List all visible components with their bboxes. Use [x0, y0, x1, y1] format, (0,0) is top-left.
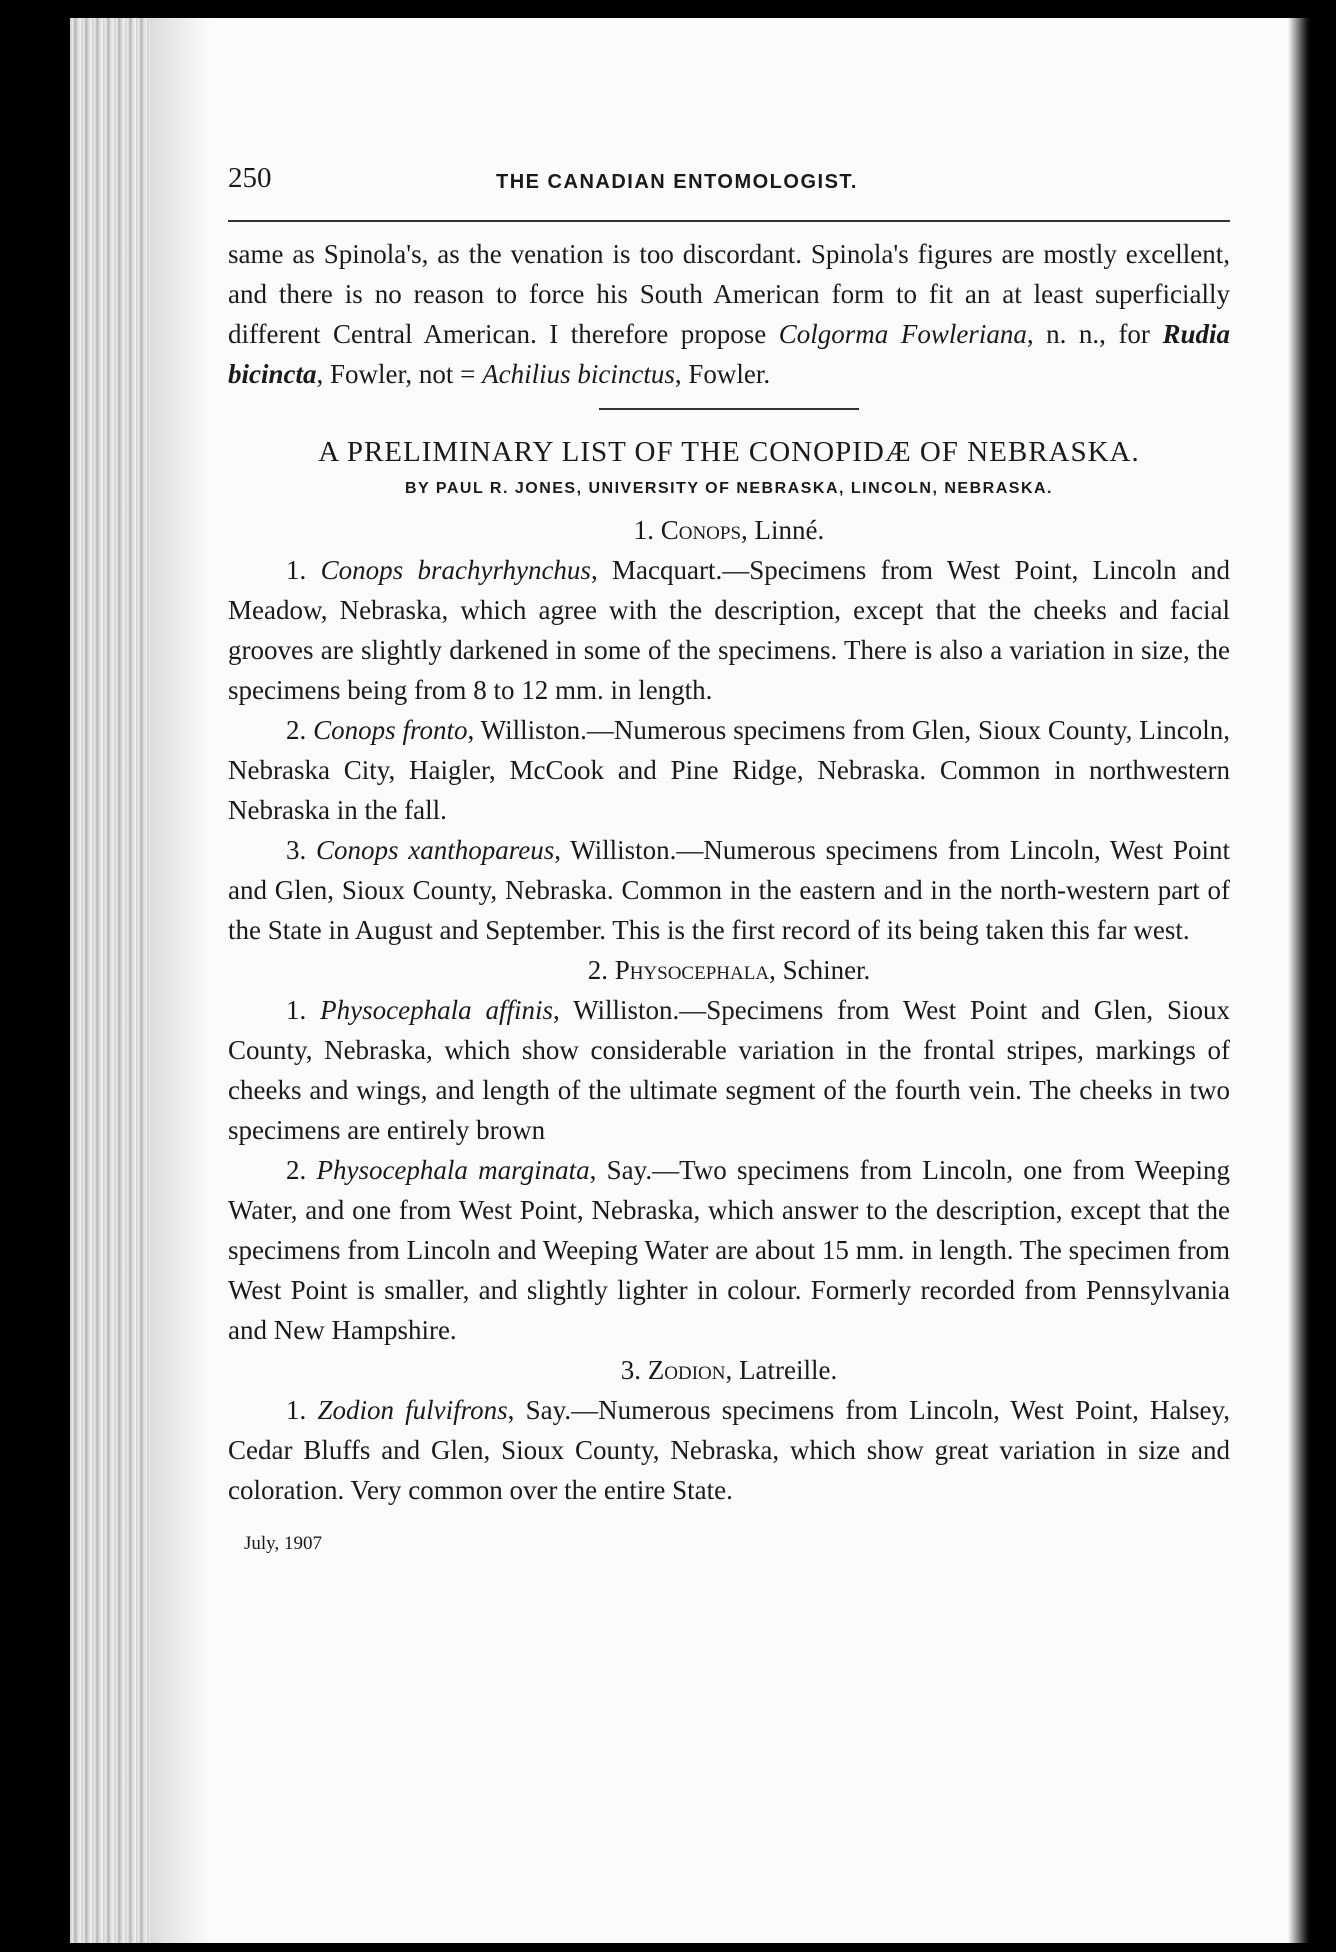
section-divider	[599, 408, 859, 410]
species-name: Physocephala affinis	[320, 995, 553, 1025]
intro-paragraph	[228, 234, 1230, 394]
species-number: 2.	[286, 1155, 307, 1185]
genus-heading-conops	[228, 510, 1230, 550]
intro-text-d: , Fowler.	[674, 359, 771, 389]
article-byline: BY PAUL R. JONES, UNIVERSITY OF NEBRASKA, LINCOLN, NEBRASKA.	[405, 480, 1053, 497]
page-number: 250	[228, 162, 272, 194]
genus-author: , Latreille.	[725, 1355, 838, 1385]
species-entry	[228, 1150, 1230, 1350]
species-entry	[228, 830, 1230, 950]
intro-italic-achilius: Achilius bicinctus	[482, 359, 675, 389]
genus-number: 3.	[620, 1355, 642, 1385]
article-title: A PRELIMINARY LIST OF THE CONOPIDÆ OF NEBRASKA.	[318, 436, 1140, 468]
species-text: , Williston.—Specimens from West Point and Glen, Sioux County, Nebraska, which show considerable variation in the frontal stripes, markings of cheeks and wings, and length of the ultimate segment of the fourth vein. The cheeks in two specimens are entirely brown	[228, 995, 1231, 1145]
genus-name: Conops	[660, 515, 742, 545]
species-number: 3.	[286, 835, 307, 865]
species-number: 1.	[286, 1395, 307, 1425]
genus-heading-zodion	[228, 1350, 1230, 1390]
species-entry	[228, 1390, 1230, 1510]
species-text: , Macquart.—Specimens from West Point, Lincoln and Meadow, Nebraska, which agree with the description, except that the cheeks and facial grooves are slightly darkened in some of the specimens. There is also a variation in size, the specimens being from 8 to 12 mm. in length.	[228, 555, 1230, 705]
species-entry	[228, 710, 1230, 830]
species-text: , Say.—Two specimens from Lincoln, one from Weeping Water, and one from West Point, Nebraska, which answer to the description, except that the specimens from Lincoln and Weeping Water are about 15 mm. in length. The specimen from West Point is smaller, and slightly lighter in colour. Formerly recorded from Pennsylvania and New Hampshire.	[228, 1155, 1230, 1345]
page-right-edge	[1288, 18, 1310, 1943]
page-content	[228, 140, 1230, 1564]
genus-author: , Linné.	[741, 515, 825, 545]
intro-text-c: , Fowler, not =	[316, 359, 483, 389]
journal-title: THE CANADIAN ENTOMOLOGIST.	[496, 171, 858, 193]
species-name: Zodion fulvifrons	[317, 1395, 508, 1425]
species-text: , Williston.—Numerous specimens from Glen, Sioux County, Lincoln, Nebraska City, Haigler, McCook and Pine Ridge, Nebraska. Common in northwestern Nebraska in the fall.	[228, 715, 1230, 825]
intro-italic-rudia: Rudia bicincta	[228, 319, 1230, 389]
genus-name: Zodion	[647, 1355, 726, 1385]
header-rule	[228, 220, 1230, 222]
intro-text-b: , n. n., for	[1026, 319, 1163, 349]
species-number: 2.	[286, 715, 307, 745]
species-name: Conops fronto	[313, 715, 468, 745]
species-number: 1.	[286, 995, 307, 1025]
genus-number: 2.	[587, 955, 608, 985]
genus-author: , Schiner.	[769, 955, 871, 985]
intro-italic-colgorma: Colgorma Fowleriana	[778, 319, 1027, 349]
genus-number: 1.	[633, 515, 654, 545]
running-head	[228, 140, 1230, 194]
species-text: , Williston.—Numerous specimens from Lincoln, West Point and Glen, Sioux County, Nebraska. Common in the eastern and in the north-western part of the State in August and September. This is the first record of its being taken this far west.	[228, 835, 1231, 945]
page-edge-fade	[150, 18, 210, 1943]
page-edge-shadow	[70, 18, 150, 1943]
species-entry	[228, 550, 1230, 710]
genus-name: Physocephala	[614, 955, 770, 985]
issue-date: July, 1907	[244, 1533, 322, 1554]
species-number: 1.	[286, 555, 307, 585]
genus-heading-physocephala	[228, 950, 1230, 990]
species-name: Physocephala marginata	[316, 1155, 590, 1185]
species-text: , Say.—Numerous specimens from Lincoln, West Point, Halsey, Cedar Bluffs and Glen, Sioux County, Nebraska, which show great variation in size and coloration. Very common over the entire State.	[228, 1395, 1230, 1505]
intro-text-a: same as Spinola's, as the venation is too discordant. Spinola's figures are mostly excellent, and there is no reason to force his South American form to fit an at least superficially different Central American. I therefore propose	[228, 239, 1230, 349]
species-name: Conops xanthopareus	[315, 835, 555, 865]
species-name: Conops brachyrhynchus	[320, 555, 591, 585]
species-entry	[228, 990, 1230, 1150]
